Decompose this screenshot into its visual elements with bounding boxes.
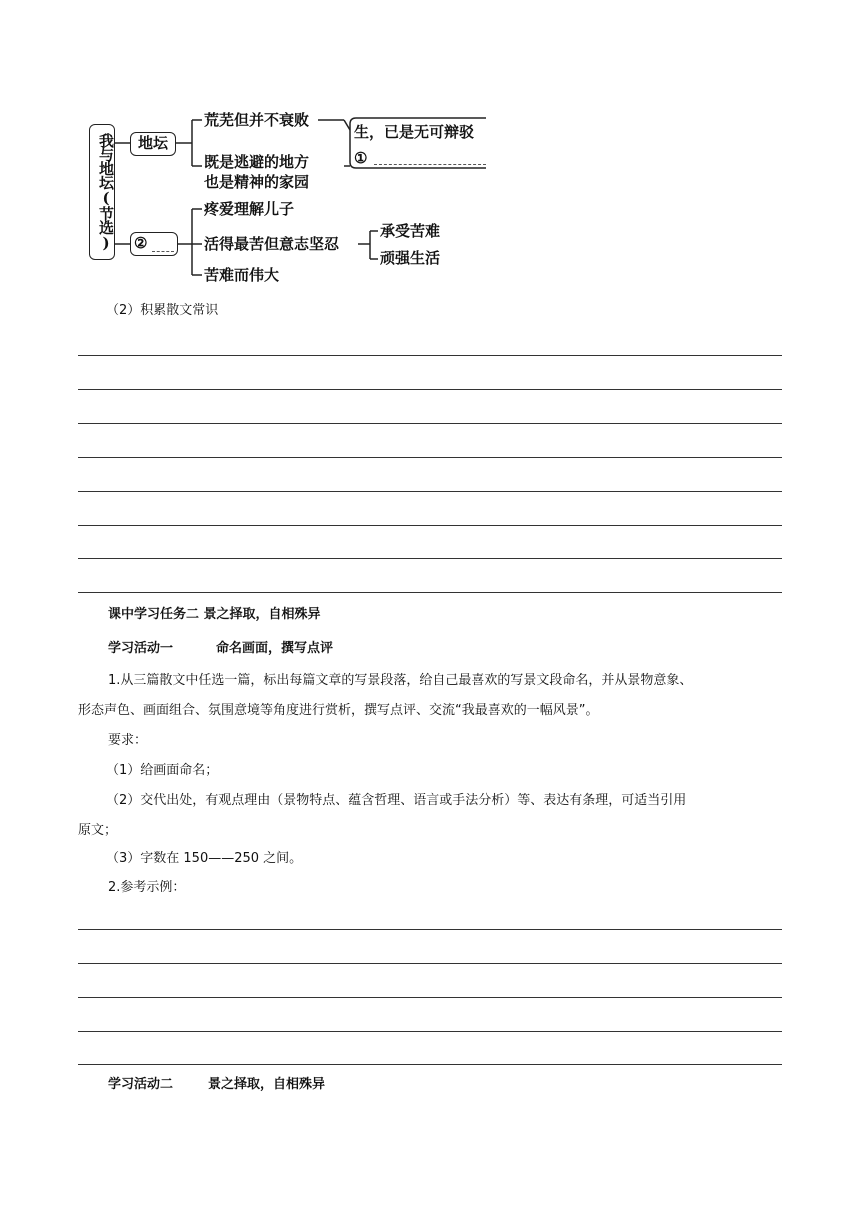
section-2-label: （2）积累散文常识 [106,303,219,318]
answer-line[interactable] [78,1031,782,1032]
branch1-label: 地坛 [138,134,169,152]
branch2-sub-item-1: 承受苦难 [380,222,441,240]
blank-marker-1: ① [354,149,368,167]
example-label: 2.参考示例： [108,880,186,895]
answer-line[interactable] [78,963,782,964]
branch2-item-1: 疼爱理解儿子 [204,200,295,218]
answer-line[interactable] [78,491,782,492]
paragraph-1-line-2: 形态声色、画面组合、氛围意境等角度进行赏析，撰写点评、交流“我最喜欢的一幅风景”。 [78,703,599,718]
answer-line[interactable] [78,592,782,593]
answer-line[interactable] [78,929,782,930]
requirements-label: 要求： [108,733,148,748]
mind-map-diagram [86,108,496,293]
requirement-1: （1）给画面命名； [106,763,219,778]
paragraph-1-line-1: 1.从三篇散文中任选一篇，标出每篇文章的写景段落，给自己最喜欢的写景文段命名，并从景物意象、 [108,673,693,688]
answer-line[interactable] [78,423,782,424]
answer-line[interactable] [78,525,782,526]
branch1-item-3: 也是精神的家园 [204,173,310,191]
branch1-item-2: 既是逃避的地方 [204,153,310,171]
requirement-3: （3）字数在 150——250 之间。 [106,851,303,866]
answer-line[interactable] [78,1064,782,1065]
requirement-2-line-1: （2）交代出处，有观点理由（景物特点、蕴含哲理、语言或手法分析）等、表达有条理，可适当引用 [106,793,687,808]
branch2-item-3: 苦难而伟大 [204,266,280,284]
activity-1-label: 学习活动一 [108,641,174,656]
task-title: 课中学习任务二 景之择取，自相殊异 [108,607,321,622]
branch1-item-1: 荒芜但并不衰败 [204,111,310,129]
branch2-sub-item-2: 顽强生活 [380,249,441,267]
requirement-2-line-2: 原文； [78,823,118,838]
activity-2-label: 学习活动二 [108,1077,174,1092]
branch1-box-line1: 生，已是无可辩驳 [354,123,475,141]
branch2-label: ② [134,234,148,252]
root-label: 我与地坛(节选) [97,133,115,251]
answer-line[interactable] [78,389,782,390]
activity-1-title: 命名画面，撰写点评 [216,641,334,656]
branch2-item-2: 活得最苦但意志坚忍 [204,235,340,253]
answer-line[interactable] [78,997,782,998]
answer-line[interactable] [78,457,782,458]
blank-line-1 [374,164,486,165]
answer-line[interactable] [78,558,782,559]
blank-line-2 [152,251,174,252]
answer-line[interactable] [78,355,782,356]
activity-2-title: 景之择取，自相殊异 [208,1077,326,1092]
